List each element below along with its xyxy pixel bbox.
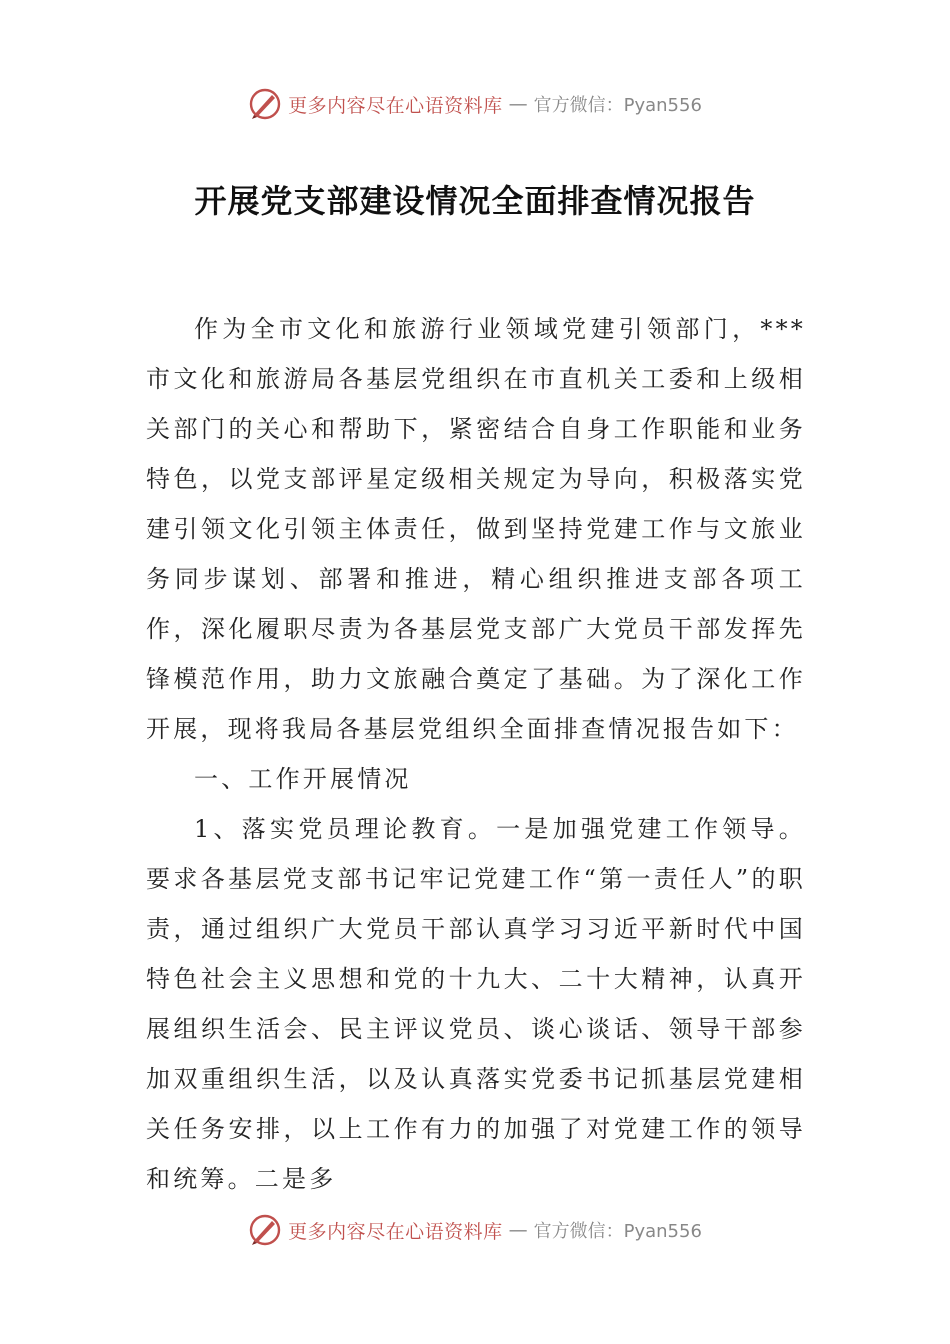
document-title: 开展党支部建设情况全面排查情况报告 — [194, 182, 756, 220]
banner-site-text: 更多内容尽在心语资料库 — [288, 1220, 503, 1243]
banner-dash: — — [508, 93, 528, 115]
banner-wechat-text: 官方微信：Pyan556 — [533, 95, 702, 116]
pen-logo-icon — [248, 1213, 282, 1247]
section-heading: 一、工作开展情况 — [194, 765, 412, 793]
pen-logo-icon — [248, 87, 282, 121]
paragraph: 作为全市文化和旅游行业领域党建引领部门，***市文化和旅游局各基层党组织在市直机关工委和上级相关部门的关心和帮助下，紧密结合自身工作职能和业务特色，以党支部评星定级相关规定为导向，积极落实党建引领文化引领主体责任，做到坚持党建工作与文旅业务同步谋划、部署和推进，精心组织推进支部各项工作，深化履职尽责为各基层党支部广大党员干部发挥先锋模范作用，助力文旅融合奠定了基础。为了深化工作开展，现将我局各基层党组织全面排查情况报告如下： — [146, 315, 806, 743]
banner-wechat-text: 官方微信：Pyan556 — [533, 1221, 702, 1242]
document-body — [146, 304, 806, 1204]
header-banner — [0, 84, 950, 124]
banner-dash: — — [508, 1219, 528, 1241]
banner-site-text: 更多内容尽在心语资料库 — [288, 94, 503, 117]
paragraph: 1、落实党员理论教育。一是加强党建工作领导。要求各基层党支部书记牢记党建工作“第一责任人”的职责，通过组织广大党员干部认真学习习近平新时代中国特色社会主义思想和党的十九大、二十大精神，认真开展组织生活会、民主评议党员、谈心谈话、领导干部参加双重组织生活，以及认真落实党委书记抓基层党建相关任务安排，以上工作有力的加强了对党建工作的领导和统筹。二是多 — [146, 815, 806, 1193]
footer-banner — [0, 1210, 950, 1250]
